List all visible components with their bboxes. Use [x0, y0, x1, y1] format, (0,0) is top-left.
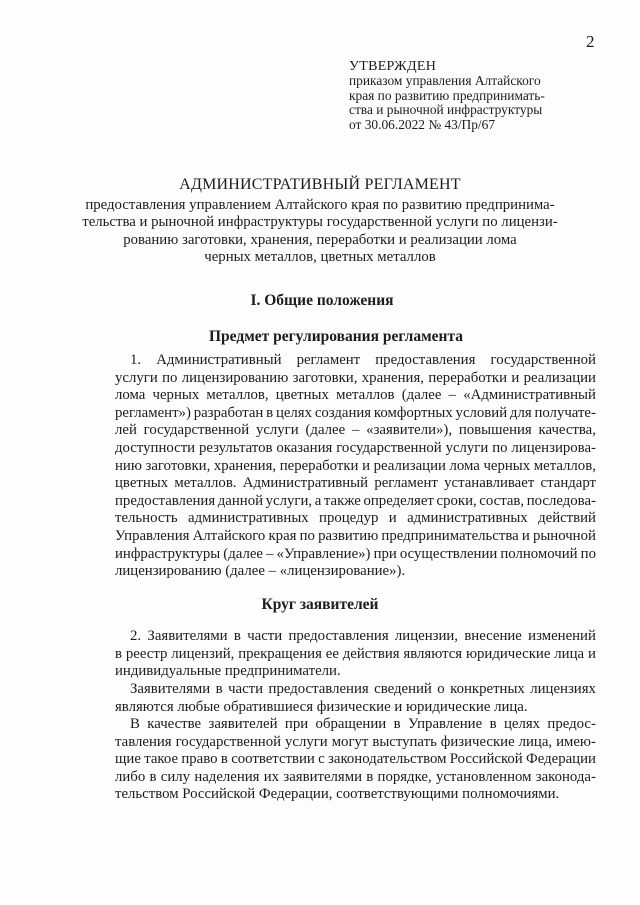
- paragraph-line: Заявителями в части предоставления сведений о конкретных лицензиях: [130, 681, 596, 697]
- paragraph-line: в реестр лицензий, прекращения ее действия являются юридические лица и: [115, 645, 596, 662]
- paragraph-line: лома черных металлов, цветных металлов (далее – «Административный: [115, 387, 596, 404]
- paragraph-line: В качестве заявителей при обращении в Управление в целях предос-: [130, 716, 596, 732]
- document-subtitle: [0, 197, 640, 266]
- section-subheading-applicants: Круг заявителей: [261, 596, 379, 613]
- subtitle-line: рованию заготовки, хранения, переработки и реализации лома: [123, 231, 517, 248]
- paragraph-line: цветных металлов. Административный регламент устанавливает стандарт: [115, 475, 596, 492]
- paragraph-4: [115, 716, 596, 804]
- subtitle-line: тельства и рыночной инфраструктуры государственной услуги по лицензи-: [82, 214, 558, 231]
- paragraph-2: [115, 628, 596, 681]
- paragraph-1: [115, 352, 596, 581]
- approval-line: ства и рыночной инфраструктуры: [349, 102, 543, 118]
- paragraph-line: тельством Российской Федерации, соответствующими полномочиями.: [115, 786, 560, 803]
- subtitle-line: черных металлов, цветных металлов: [204, 248, 436, 265]
- approval-line: края по развитию предпринимать-: [349, 87, 545, 103]
- paragraph-3: [115, 681, 596, 716]
- paragraph-line: услуги по лицензированию заготовки, хранения, переработки и реализации: [115, 369, 596, 386]
- document-title: АДМИНИСТРАТИВНЫЙ РЕГЛАМЕНТ: [179, 176, 461, 193]
- section-heading: I. Общие положения: [250, 292, 394, 309]
- approval-line: от 30.06.2022 № 43/Пр/67: [349, 116, 496, 132]
- paragraph-line: инфраструктуры (далее – «Управление») при осуществлении полномочий по: [115, 545, 596, 562]
- paragraph-line: 2. Заявителями в части предоставления лицензии, внесение изменений: [130, 628, 596, 644]
- page-number: 2: [586, 32, 595, 51]
- paragraph-line: 1. Административный регламент предоставления государственной: [130, 352, 596, 368]
- paragraph-line: регламент») разработан в целях создания комфортных условий для получате-: [115, 404, 596, 421]
- paragraph-line: тельность административных процедур и административных действий: [115, 510, 596, 527]
- paragraph-line: доступности результатов оказания государственной услуги по лицензирова-: [115, 439, 596, 456]
- paragraph-line: лей государственной услуги (далее – «заявители»), повышения качества,: [115, 422, 596, 439]
- approval-title: УТВЕРЖДЕН: [349, 59, 437, 74]
- paragraph-line: предоставления данной услуги, а также определяет сроки, состав, последова-: [115, 492, 596, 509]
- paragraph-line: тавления государственной услуги могут выступать физические лица, имею-: [115, 733, 596, 750]
- paragraph-line: индивидуальные предприниматели.: [115, 663, 341, 680]
- paragraph-line: лицензированию (далее – «лицензирование»).: [115, 563, 406, 580]
- approval-line: приказом управления Алтайского: [349, 73, 541, 89]
- paragraph-line: либо в силу наделения их заявителями в порядке, установленном законода-: [115, 768, 596, 785]
- subtitle-line: предоставления управлением Алтайского края по развитию предпринима-: [85, 197, 555, 213]
- paragraph-line: щие такое право в соответствии с законодательством Российской Федерации: [115, 751, 596, 768]
- paragraph-line: нию заготовки, хранения, переработки и реализации лома черных металлов,: [115, 457, 596, 474]
- approval-stamp: [349, 60, 545, 132]
- section-subheading: Предмет регулирования регламента: [209, 328, 463, 345]
- paragraph-line: Управления Алтайского края по развитию предпринимательства и рыночной: [115, 527, 596, 544]
- paragraph-line: являются любые обратившиеся физические и юридические лица.: [115, 698, 528, 715]
